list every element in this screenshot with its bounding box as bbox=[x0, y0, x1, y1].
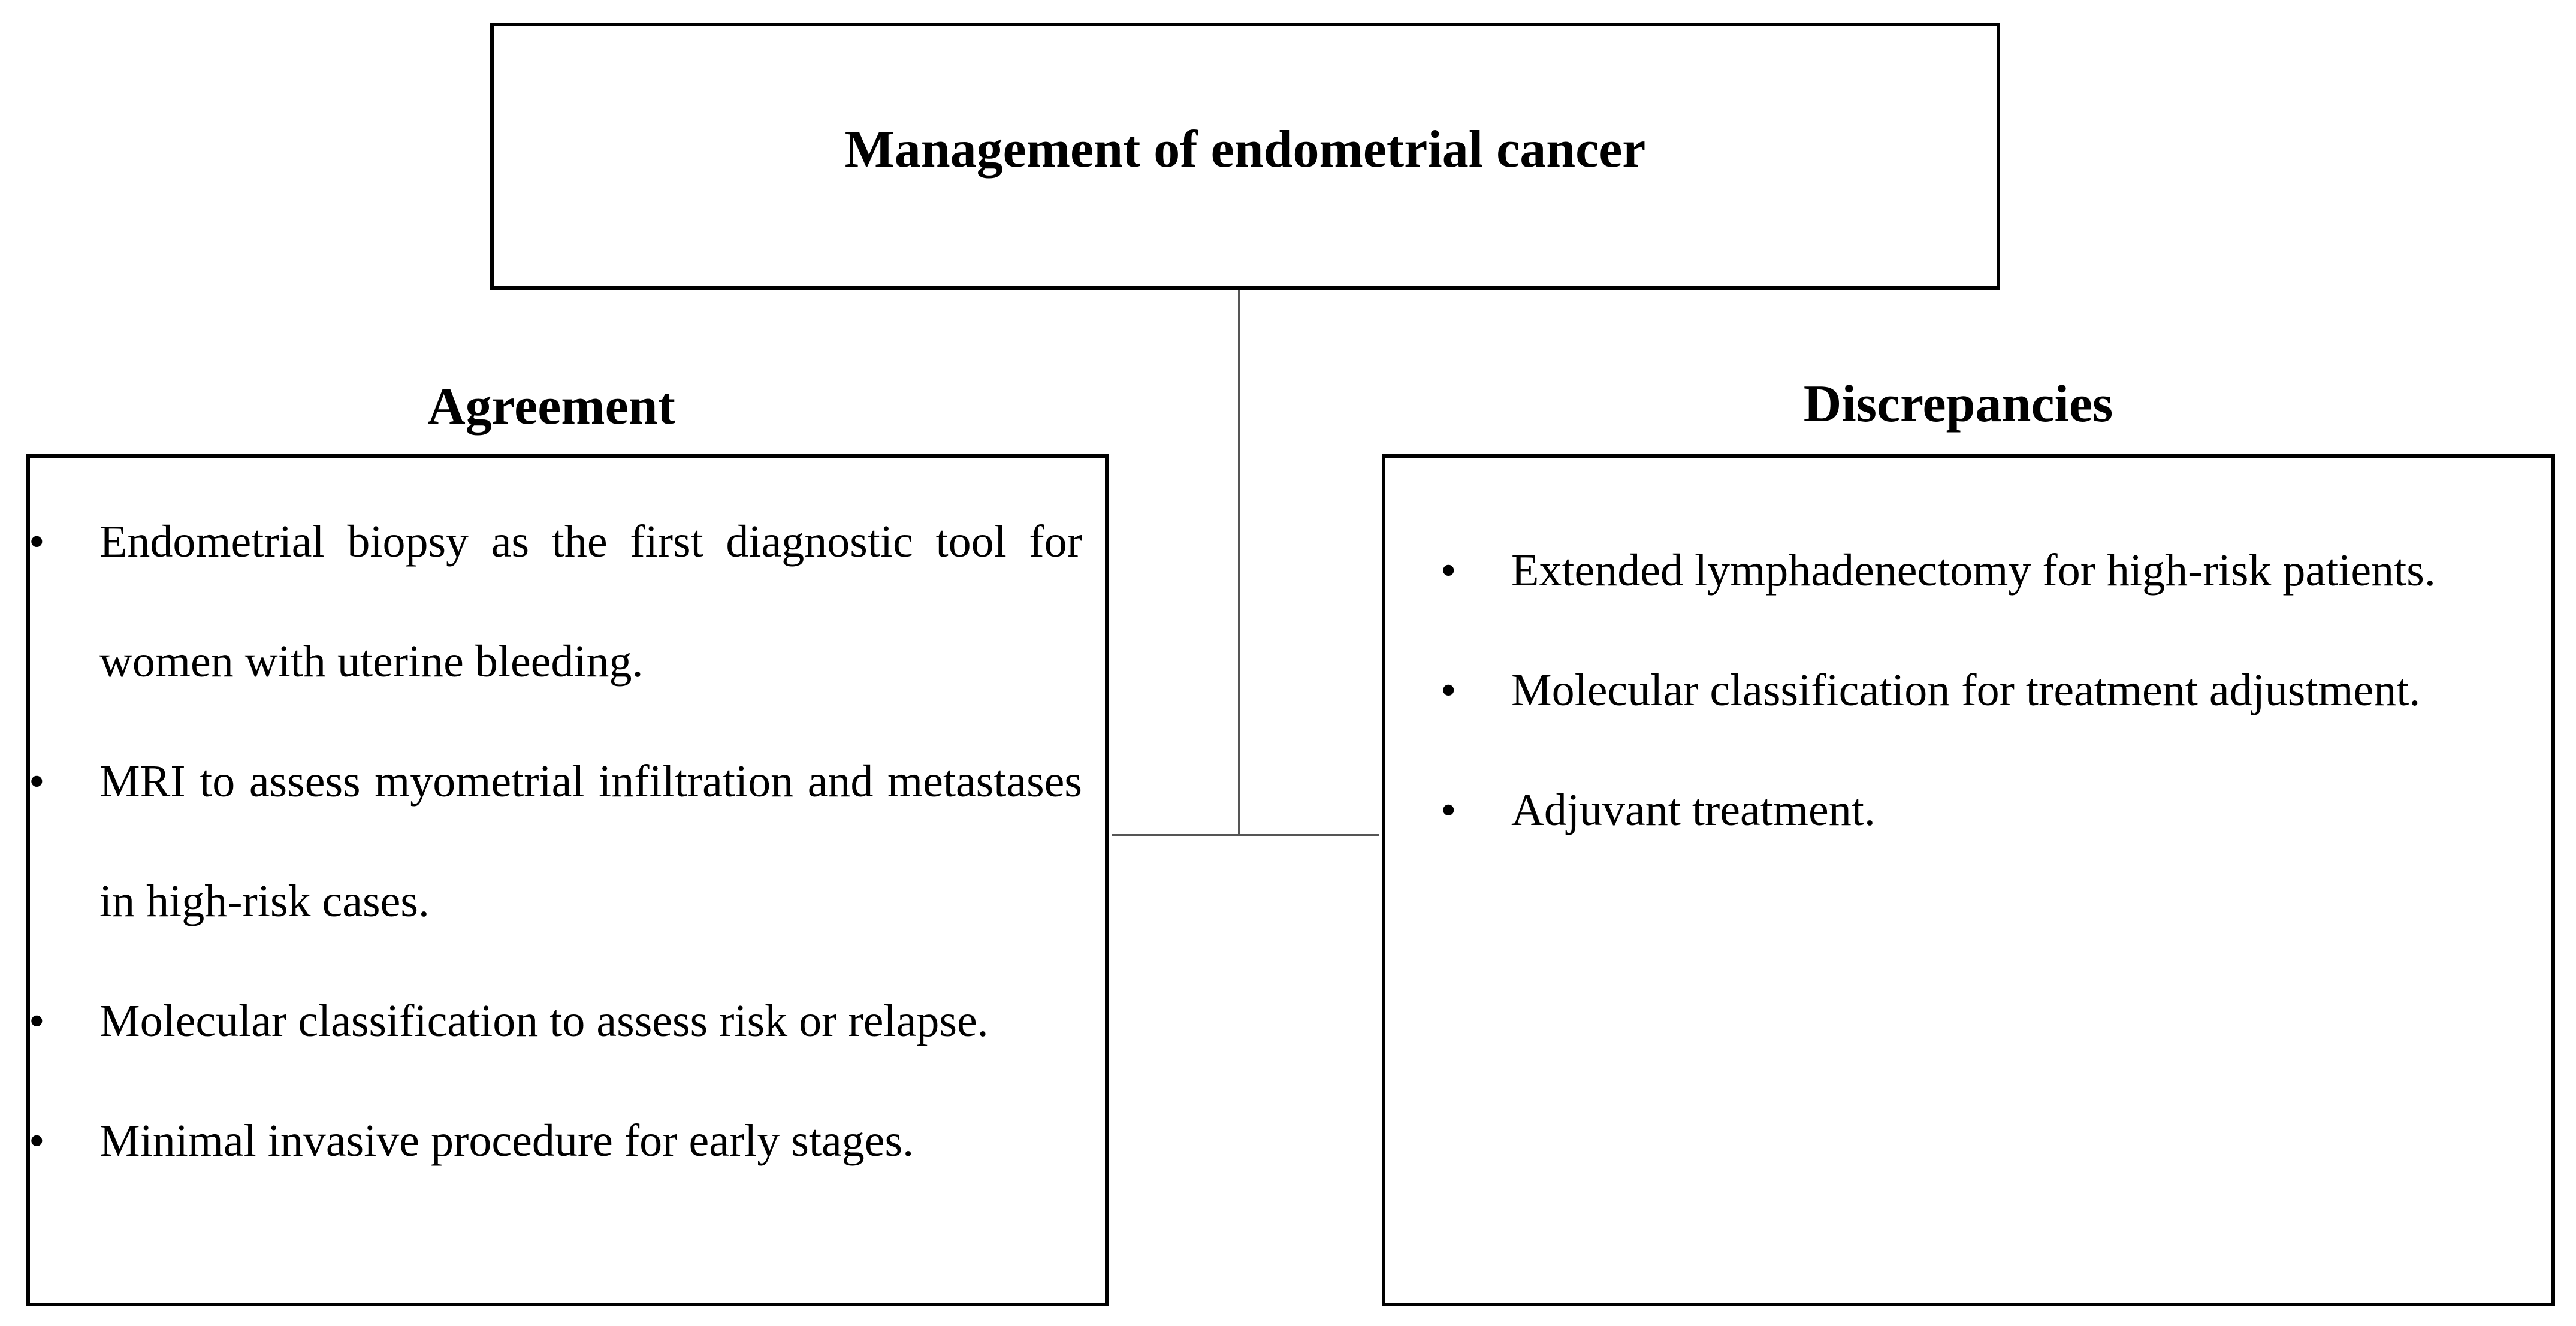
discrepancies-list bbox=[1440, 511, 2476, 870]
agreement-item-text: MRI to assess myometrial infiltration and metastases in high-risk cases. bbox=[99, 756, 1082, 926]
bullet-icon: • bbox=[1440, 545, 1457, 596]
agreement-item-text: Minimal invasive procedure for early stages. bbox=[99, 1116, 914, 1166]
bullet-icon: • bbox=[29, 756, 45, 807]
agreement-heading: Agreement bbox=[427, 377, 675, 436]
agreement-item bbox=[29, 1081, 1082, 1201]
discrepancy-item-text: Adjuvant treatment. bbox=[1511, 785, 1876, 835]
bullet-icon: • bbox=[29, 996, 45, 1046]
agreement-item-text: Molecular classification to assess risk or relapse. bbox=[99, 996, 989, 1046]
bullet-icon: • bbox=[1440, 785, 1457, 835]
agreement-item-text: Endometrial biopsy as the first diagnostic tool for women with uterine bleeding. bbox=[99, 516, 1082, 687]
horizontal-connector-line bbox=[1112, 834, 1379, 836]
diagram-title: Management of endometrial cancer bbox=[844, 120, 1646, 179]
title-box bbox=[490, 23, 2000, 290]
discrepancy-item bbox=[1440, 511, 2476, 630]
vertical-connector-line bbox=[1238, 290, 1240, 836]
discrepancy-item-text: Extended lymphadenectomy for high-risk patients. bbox=[1511, 545, 2436, 596]
bullet-icon: • bbox=[29, 1116, 45, 1166]
agreement-list bbox=[29, 482, 1082, 1201]
bullet-icon: • bbox=[1440, 665, 1457, 715]
bullet-icon: • bbox=[29, 516, 45, 567]
discrepancy-item bbox=[1440, 750, 2476, 870]
agreement-item bbox=[29, 721, 1082, 961]
agreement-item bbox=[29, 482, 1082, 721]
agreement-item bbox=[29, 961, 1082, 1081]
discrepancy-item bbox=[1440, 630, 2476, 750]
discrepancy-item-text: Molecular classification for treatment adjustment. bbox=[1511, 665, 2421, 715]
discrepancies-heading: Discrepancies bbox=[1803, 375, 2113, 433]
